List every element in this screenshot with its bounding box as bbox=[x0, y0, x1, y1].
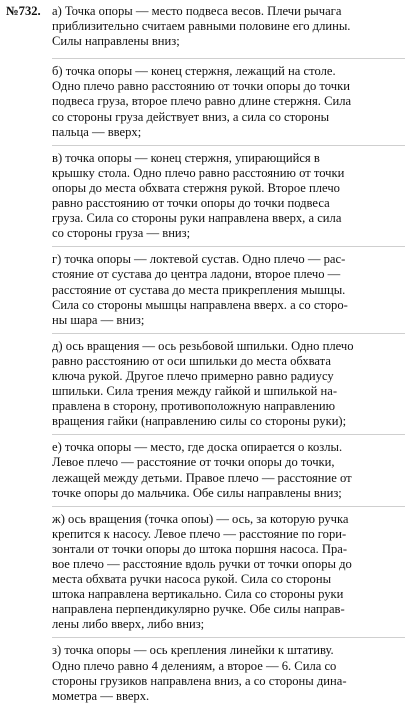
text-line: равно расстоянию от оси шпильки до места обхвата bbox=[52, 353, 331, 368]
text-line: направлена перпендикулярно ручке. Обе силы направ- bbox=[52, 602, 345, 617]
part-divider bbox=[52, 434, 405, 435]
text-line: а) Точка опоры — место подвеса весов. Плечи рычага bbox=[52, 4, 342, 18]
text-line: вращения гайки (направлению силы со стороны руки); bbox=[52, 414, 347, 429]
part-divider bbox=[52, 246, 405, 247]
text-line: лены либо вверх, либо вниз; bbox=[52, 617, 205, 632]
part-divider bbox=[52, 333, 405, 334]
text-line: крышку стола. Одно плечо равно расстоянию от точки bbox=[52, 165, 345, 180]
part-divider bbox=[52, 637, 405, 638]
text-line: Одно плечо равно 4 делениям, а второе — 6. Сила со bbox=[52, 658, 337, 673]
part-a bbox=[52, 4, 405, 54]
text-line: г) точка опоры — локтевой сустав. Одно плечо — рас- bbox=[52, 252, 346, 267]
part-zh bbox=[6, 512, 405, 633]
text-line: шпильки. Сила трения между гайкой и шпилькой на- bbox=[52, 384, 338, 399]
text-line: д) ось вращения — ось резьбовой шпильки. Одно плечо bbox=[52, 338, 354, 353]
text-line: стороны грузиков направлена вниз, а со стороны дина- bbox=[52, 673, 347, 688]
text-line: з) точка опоры — ось крепления линейки к штативу. bbox=[52, 643, 334, 658]
text-line: е) точка опоры — место, где доска опирается о козлы. bbox=[52, 440, 343, 455]
text-line: точке опоры до мальчика. Обе силы направлены вниз; bbox=[52, 485, 342, 500]
part-g bbox=[6, 252, 405, 327]
text-line: груза. Сила со стороны руки направлена вверх, а сила bbox=[52, 211, 342, 226]
text-line: расстояние от сустава до места прикрепления мышцы. bbox=[52, 282, 346, 297]
part-divider bbox=[52, 506, 405, 507]
text-line: Левое плечо — расстояние от точки опоры до точки, bbox=[52, 455, 335, 470]
problem-732 bbox=[6, 4, 405, 54]
text-line: равно расстоянию от точки опоры до точки подвеса bbox=[52, 196, 330, 211]
text-line: ж) ось вращения (точка опоы) — ось, за которую ручка bbox=[52, 511, 349, 526]
text-line: Одно плечо равно расстоянию от точки опоры до точки bbox=[52, 79, 350, 94]
text-line: опоры до места обхвата стержня рукой. Второе плечо bbox=[52, 180, 340, 195]
part-divider bbox=[52, 145, 405, 146]
text-line: мометра — вверх. bbox=[52, 688, 150, 703]
text-line: ключа рукой. Другое плечо примерно равно радиусу bbox=[52, 368, 334, 383]
text-line: зонтали от точки опоры до штока поршня насоса. Пра- bbox=[52, 541, 348, 556]
text-line: приблизительно считаем равными половине его длины. bbox=[52, 19, 351, 34]
text-line: правлена в сторону, противоположную направлению bbox=[52, 399, 336, 414]
text-line: со стороны груза действует вниз, а сила со стороны bbox=[52, 109, 330, 124]
text-line: штока направлена вертикально. Сила со стороны руки bbox=[52, 587, 344, 602]
part-e bbox=[6, 440, 405, 500]
part-divider bbox=[52, 58, 405, 59]
text-line: Сила со стороны мышцы направлена вверх. а со сторо- bbox=[52, 297, 348, 312]
part-b bbox=[6, 64, 405, 139]
text-line: вое плечо — расстояние вдоль ручки от точки опоры до bbox=[52, 557, 352, 571]
text-line: крепится к насосу. Левое плечо — расстояние по гори- bbox=[52, 526, 347, 541]
text-line: лежащей между детьми. Правое плечо — расстояние от bbox=[52, 470, 352, 485]
text-line: б) точка опоры — конец стержня, лежащий на столе. bbox=[52, 64, 336, 79]
part-z bbox=[6, 643, 405, 703]
part-v bbox=[6, 151, 405, 242]
problem-number: №732. bbox=[6, 4, 41, 18]
text-line: ны шара — вниз; bbox=[52, 312, 145, 327]
text-line: места обхвата ручки насоса рукой. Сила со стороны bbox=[52, 572, 332, 587]
text-line: со стороны груза — вниз; bbox=[52, 226, 191, 241]
text-line: стояние от сустава до центра ладони, второе плечо — bbox=[52, 267, 341, 282]
text-line: подвеса груза, второе плечо равно длине стержня. Сила bbox=[52, 94, 352, 109]
part-d bbox=[6, 339, 405, 430]
text-line: в) точка опоры — конец стержня, упирающийся в bbox=[52, 150, 320, 165]
text-line: Силы направлены вниз; bbox=[52, 34, 180, 49]
text-line: пальца — вверх; bbox=[52, 124, 142, 139]
